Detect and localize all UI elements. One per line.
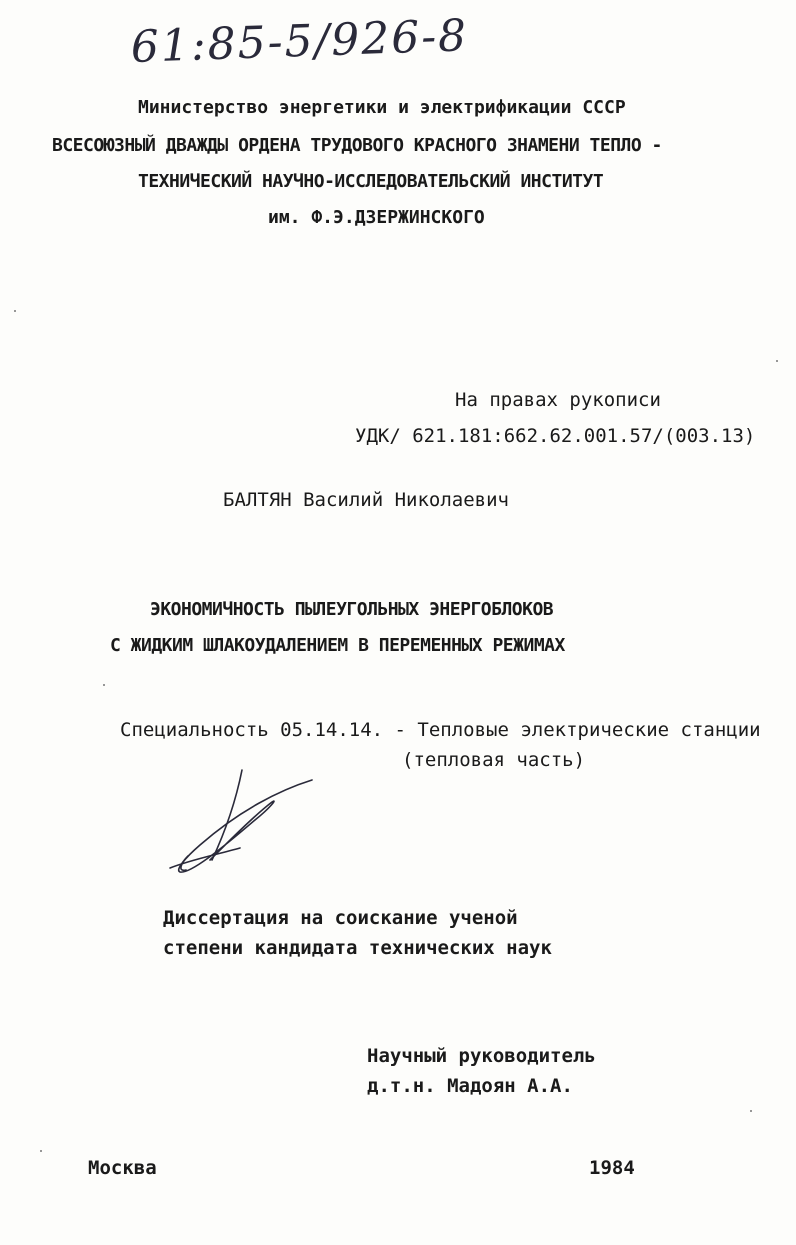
author-name: БАЛТЯН Василий Николаевич bbox=[223, 489, 509, 511]
institute-line-3: им. Ф.Э.ДЗЕРЖИНСКОГО bbox=[268, 207, 485, 228]
specialty-line-1: Специальность 05.14.14. - Тепловые электрические станции bbox=[120, 719, 761, 741]
dissertation-line-1: Диссертация на соискание ученой bbox=[163, 907, 518, 929]
archive-number-handwritten: 61:85-5/926-8 bbox=[130, 10, 469, 73]
dissertation-line-2: степени кандидата технических наук bbox=[163, 937, 552, 959]
specialty-line-2: (тепловая часть) bbox=[402, 749, 586, 771]
udc-code: УДК/ 621.181:662.62.001.57/(003.13) bbox=[355, 425, 756, 447]
handwritten-signature bbox=[160, 760, 320, 880]
supervisor-label: Научный руководитель bbox=[367, 1045, 596, 1067]
institute-line-1: ВСЕСОЮЗНЫЙ ДВАЖДЫ ОРДЕНА ТРУДОВОГО КРАСНОГО ЗНАМЕНИ ТЕПЛО - bbox=[52, 135, 662, 156]
paper-speck bbox=[14, 310, 16, 312]
paper-speck bbox=[103, 684, 105, 686]
manuscript-rights-note: На правах рукописи bbox=[455, 389, 661, 411]
paper-speck bbox=[776, 360, 778, 362]
year: 1984 bbox=[589, 1157, 635, 1179]
paper-speck bbox=[750, 1110, 752, 1112]
supervisor-name: д.т.н. Мадоян А.А. bbox=[367, 1075, 573, 1097]
institute-line-2: ТЕХНИЧЕСКИЙ НАУЧНО-ИССЛЕДОВАТЕЛЬСКИЙ ИНСТИТУТ bbox=[138, 171, 604, 192]
paper-speck bbox=[40, 1150, 42, 1152]
thesis-title-line-2: С ЖИДКИМ ШЛАКОУДАЛЕНИЕМ В ПЕРЕМЕННЫХ РЕЖИМАХ bbox=[110, 635, 565, 656]
thesis-title-line-1: ЭКОНОМИЧНОСТЬ ПЫЛЕУГОЛЬНЫХ ЭНЕРГОБЛОКОВ bbox=[150, 599, 554, 620]
ministry-line: Министерство энергетики и электрификации СССР bbox=[138, 97, 626, 118]
city: Москва bbox=[88, 1157, 157, 1179]
